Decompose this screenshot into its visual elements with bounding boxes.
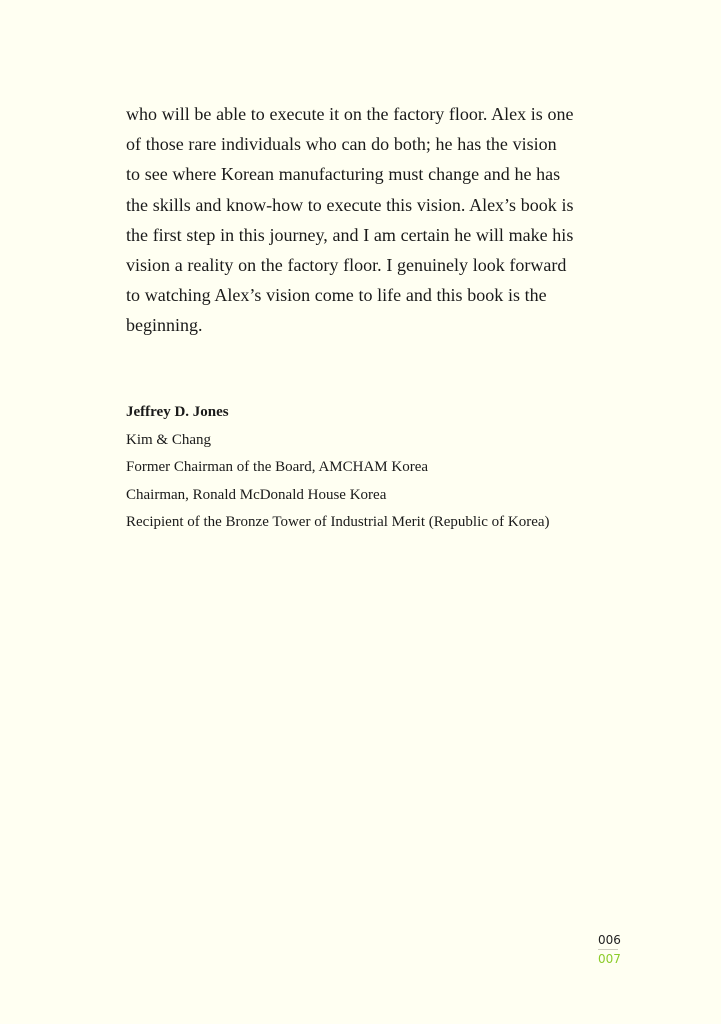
body-line: to see where Korean manufacturing must change and he has xyxy=(126,164,561,185)
signatory-title: Chairman, Ronald McDonald House Korea xyxy=(126,486,387,503)
signatory-title: Former Chairman of the Board, AMCHAM Korea xyxy=(126,459,429,475)
page-number-left: 006 xyxy=(598,933,621,947)
signatory-affiliation: Kim & Chang xyxy=(126,431,211,448)
body-line: the skills and know-how to execute this vision. Alex’s book is xyxy=(126,194,574,215)
body-line: vision a reality on the factory floor. I genuinely look forward xyxy=(126,255,567,276)
body-line: of those rare individuals who can do both; he has the vision xyxy=(126,134,557,155)
body-line: to watching Alex’s vision come to life and this book is the xyxy=(126,285,547,306)
body-paragraph xyxy=(126,99,626,341)
signature-block xyxy=(126,399,646,537)
page-number-divider xyxy=(598,949,618,950)
signatory-honor: Recipient of the Bronze Tower of Industrial Merit (Republic of Korea) xyxy=(126,514,550,530)
body-line: beginning. xyxy=(126,315,203,336)
signatory-name: Jeffrey D. Jones xyxy=(126,404,229,420)
page-number-group xyxy=(598,932,638,967)
body-line: the first step in this journey, and I am certain he will make his xyxy=(126,224,574,245)
body-line: who will be able to execute it on the factory floor. Alex is one xyxy=(126,104,574,124)
page-number-right: 007 xyxy=(598,952,621,966)
